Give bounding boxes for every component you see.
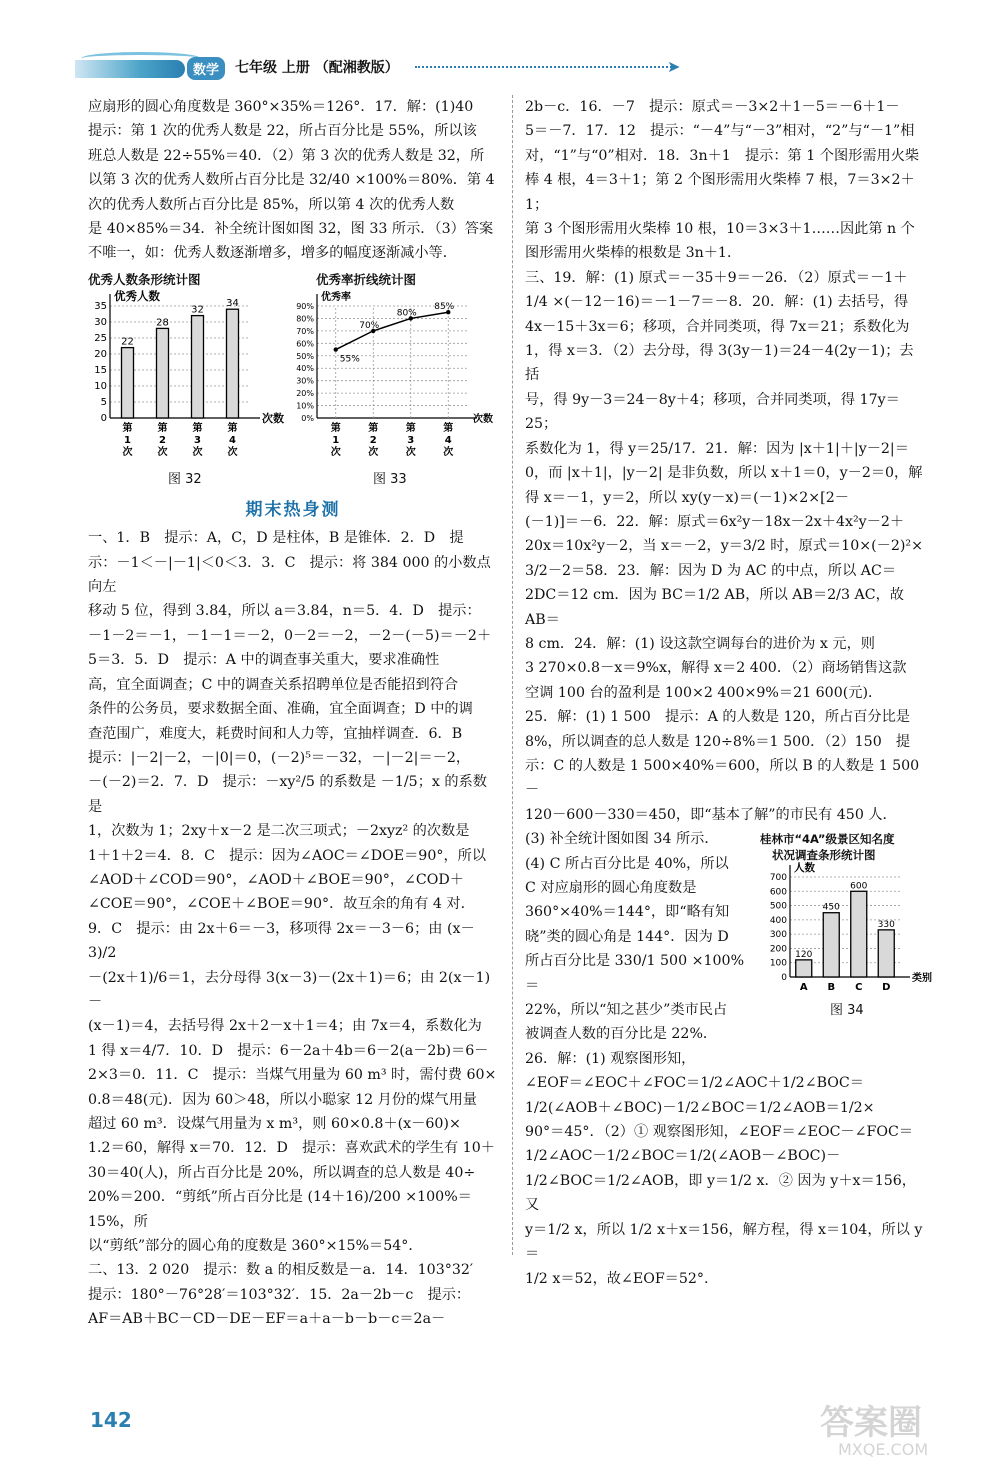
data-label: 70% <box>359 320 380 331</box>
text-line: 图形需用火柴棒的根数是 3n＋1． <box>525 245 742 262</box>
header-decor-wave <box>81 52 201 65</box>
data-label: 28 <box>156 317 169 329</box>
x-tick-label: 4 <box>229 434 236 446</box>
subject-badge: 数学 <box>187 57 225 80</box>
bar <box>851 891 867 977</box>
x-axis-label: 次数 <box>262 411 284 425</box>
text-line: 360°×40%＝144°，即“略有知 <box>525 904 730 921</box>
text-line: ∠EOF＝∠EOC＋∠FOC＝1/2∠AOC＋1/2∠BOC＝ <box>525 1075 864 1092</box>
text-line: 4x－15＋3x＝6；移项，合并同类项，得 7x＝21；系数化为 <box>525 318 910 335</box>
x-tick-label: C <box>855 982 863 994</box>
bar <box>796 960 812 977</box>
y-tick-label: 40% <box>296 364 314 374</box>
y-tick-label: 90% <box>296 301 314 311</box>
text-line: (4) C 所占百分比是 40%，所以 <box>525 855 729 872</box>
watermark-logo: 答案圈 <box>820 1403 922 1443</box>
y-tick-label: 300 <box>769 930 787 941</box>
left-column <box>88 95 498 1332</box>
data-label: 600 <box>850 881 868 892</box>
x-tick-label: 2 <box>369 434 377 446</box>
text-line: 第 3 个图形需用火柴棒 10 根，10＝3×3＋1……因此第 n 个 <box>525 221 915 238</box>
text-line: 提示：180°－76°28′＝103°32′．15．2a－2b－c 提示： <box>88 1286 471 1303</box>
x-tick-label: 2 <box>159 434 166 446</box>
text-line: 1＋1＋2＝4．8．C 提示：因为∠AOC＝∠DOE＝90°，所以 <box>88 847 487 864</box>
text-line: 1，得 x＝3．（2）去分母，得 3(3y－1)＝24－4(2y－1)；去括 <box>525 343 914 384</box>
text-line: 查范围广，难度大，耗费时间和人力等，宜抽样调查．6．B <box>88 725 463 742</box>
text-line: 应扇形的圆心角度数是 360°×35%＝126°．17．解：(1)40 <box>88 99 474 115</box>
y-tick-label: 15 <box>94 364 107 376</box>
text-line: 系数化为 1，得 y＝25/17．21．解：因为 |x＋1|＋|y－2|＝ <box>525 440 909 457</box>
y-tick-label: 20% <box>296 388 314 398</box>
text-line: 提示：第 1 次的优秀人数是 22，所占百分比是 55%，所以该 <box>88 123 477 140</box>
data-label: 22 <box>121 336 134 348</box>
y-tick-label: 70% <box>296 326 314 336</box>
bar <box>157 328 169 418</box>
x-tick-label: 次 <box>443 446 454 458</box>
column-divider <box>512 95 513 1255</box>
text-line: 20x＝10x²y－2，当 x＝－2，y＝3/2 时，原式＝10×(－2)²× <box>525 538 923 555</box>
text-line: －(2x＋1)/6＝1，去分母得 3(x－3)－(2x＋1)＝6；由 2(x－1)－ <box>88 969 491 1010</box>
text-line: 超过 60 m³．设煤气用量为 x m³，则 60×0.8＋(x－60)× <box>88 1116 461 1132</box>
text-line: 8 cm．24．解：(1) 设这款空调每台的进价为 x 元，则 <box>525 635 875 652</box>
text-line: －(－2)＝2．7．D 提示：－xy²/5 的系数是 －1/5；x 的系数是 <box>88 774 487 815</box>
bar <box>227 309 239 418</box>
text-line: 得 x＝－1，y＝2，所以 xy(y－x)＝(－1)×2×[2－ <box>525 489 849 506</box>
text-line: 一、1．B 提示：A，C，D 是柱体，B 是锥体．2．D 提 <box>88 530 464 547</box>
data-label: 34 <box>226 298 239 310</box>
arrow-right-icon: ➤ <box>667 57 681 76</box>
right-column <box>525 95 932 1291</box>
x-tick-label: 第 <box>122 422 133 434</box>
text-line: C 对应扇形的圆心角度数是 <box>525 880 697 896</box>
y-tick-label: 10% <box>296 401 314 411</box>
text-line: 1，次数为 1；2xy＋x－2 是二次三项式；－2xyz² 的次数是 <box>88 823 470 840</box>
y-tick-label: 30 <box>94 316 107 328</box>
answer-text-block <box>88 95 498 266</box>
x-tick-label: 第 <box>368 422 379 434</box>
y-tick-label: 50% <box>296 351 314 361</box>
fig34-title-line1: 桂林市“4A”级景区知名度 <box>760 832 895 847</box>
data-label: 55% <box>339 354 360 365</box>
text-line: 120－600－330＝450，即“基本了解”的市民有 450 人． <box>525 806 897 823</box>
x-tick-label: 次 <box>330 446 341 458</box>
x-tick-label: A <box>799 982 808 994</box>
fig32-title: 优秀人数条形统计图 <box>88 271 201 287</box>
text-line: 示：－1＜－|－1|＜0＜3．3．C 提示：将 384 000 的小数点向左 <box>88 554 491 596</box>
text-line: 0.8＝48(元)．因为 60＞48，所以小聪家 12 月份的煤气用量 <box>88 1091 477 1108</box>
y-tick-label: 600 <box>769 887 787 898</box>
answer-text-block <box>88 526 498 1331</box>
text-line: 1/4 ×(－12－16)＝－1－7＝－8．20．解：(1) 去括号，得 <box>525 294 909 311</box>
text-line: (－1)]＝－6．22．解：原式＝6x²y－18x－2x＋4x²y－2＋ <box>525 513 905 530</box>
text-line: －1－2＝－1，－1－1＝－2，0－2＝－2，－2－(－5)＝－2＋ <box>88 627 492 644</box>
answer-text-block <box>525 95 925 827</box>
text-line: 1.2＝60，解得 x＝70．12．D 提示：喜欢武术的学生有 10＋ <box>88 1140 495 1157</box>
text-line: y＝1/2 x，所以 1/2 x＋x＝156，解方程，得 x＝104，所以 y＝ <box>525 1221 923 1263</box>
fig32-bar-chart <box>88 288 288 473</box>
figures-32-33 <box>88 268 498 488</box>
y-axis-label: 优秀率 <box>321 291 351 303</box>
watermark-url: MXQE.COM <box>838 1440 929 1459</box>
text-line: 二、13．2 020 提示：数 a 的相反数是－a．14．103°32′ <box>88 1262 474 1279</box>
text-line: 对，“1”与“0”相对．18．3n＋1 提示：第 1 个图形需用火柴 <box>525 147 920 164</box>
text-line: 8%，所以调查的总人数是 120÷8%＝1 500．（2）150 提 <box>525 733 911 750</box>
data-label: 330 <box>877 920 895 931</box>
y-tick-label: 30% <box>296 376 314 386</box>
x-tick-label: 3 <box>194 434 201 446</box>
y-axis-label: 优秀人数 <box>114 288 160 303</box>
x-tick-label: 第 <box>405 422 416 434</box>
y-tick-label: 80% <box>296 314 314 324</box>
section-title: 期末热身测 <box>245 499 341 520</box>
text-line: 所占百分比是 330/1 500 ×100%＝ <box>525 953 745 994</box>
text-line: 不唯一，如：优秀人数逐渐增多，增多的幅度逐渐减小等． <box>88 245 457 262</box>
fig33-caption: 图 33 <box>373 471 407 487</box>
text-line: 2DC＝12 cm．因为 BC＝1/2 AB，所以 AB＝2/3 AC，故 AB＝ <box>525 587 904 628</box>
text-line: (x－1)＝4，去括号得 2x＋2－x＋1＝4；由 7x＝4，系数化为 <box>88 1018 482 1035</box>
x-tick-label: 次 <box>227 446 238 458</box>
y-tick-label: 500 <box>769 901 787 912</box>
text-line: 0，而 |x＋1|，|y－2| 是非负数，所以 x＋1＝0，y－2＝0，解 <box>525 465 923 482</box>
page-number: 142 <box>90 1408 132 1432</box>
text-line: 棒 4 根，4＝3＋1；第 2 个图形需用火柴棒 7 根，7＝3×2＋1； <box>525 172 915 213</box>
bar <box>192 315 204 417</box>
fig34-caption: 图 34 <box>830 1003 864 1019</box>
x-tick-label: D <box>882 982 891 994</box>
fig33-title: 优秀率折线统计图 <box>316 271 417 287</box>
y-tick-label: 400 <box>769 916 787 927</box>
x-tick-label: 第 <box>157 422 168 434</box>
y-tick-label: 35 <box>94 300 107 312</box>
data-label: 32 <box>191 304 204 316</box>
text-line: 2×3＝0．11．C 提示：当煤气用量为 60 m³ 时，需付费 60× <box>88 1067 497 1084</box>
series-line <box>336 312 449 349</box>
text-line: 被调查人数的百分比是 22%． <box>525 1026 718 1043</box>
text-line: 提示：|－2|－2，－|0|＝0，(－2)⁵＝－32，－|－2|＝－2， <box>88 749 471 766</box>
text-line: 以第 3 次的优秀人数所占百分比是 32/40 ×100%＝80%．第 4 <box>88 172 495 189</box>
x-tick-label: 次 <box>157 446 168 458</box>
text-line: 1/2∠AOC－1/2∠BOC＝1/2(∠AOB－∠BOC)－ <box>525 1148 841 1165</box>
x-tick-label: 第 <box>330 422 341 434</box>
bar <box>122 347 134 417</box>
text-line: 9．C 提示：由 2x＋6＝－3，移项得 2x＝－3－6；由 (x－3)/2 <box>88 920 475 962</box>
y-tick-label: 60% <box>296 339 314 349</box>
text-line: 3/2－2＝58．23．解：因为 D 为 AC 的中点，所以 AC＝ <box>525 562 897 579</box>
text-line: 22%，所以“知之甚少”类市民占 <box>525 1002 728 1019</box>
y-tick-label: 10 <box>94 380 107 392</box>
x-tick-label: 第 <box>227 422 238 434</box>
text-line: 20%＝200．“剪纸”所占百分比是 (14＋16)/200 ×100%＝15%，所 <box>88 1189 472 1230</box>
text-line: 晓”类的圆心角是 144°．因为 D <box>525 928 729 945</box>
float-section <box>525 827 932 1071</box>
fig32-caption: 图 32 <box>168 471 202 487</box>
x-tick-label: 次 <box>122 446 133 458</box>
book-info: 七年级 上册 （配湘教版） <box>235 60 399 76</box>
data-point <box>334 347 338 351</box>
fig33-line-chart <box>293 288 498 473</box>
x-tick-label: 次 <box>192 446 203 458</box>
answer-text-block <box>525 1071 925 1291</box>
y-tick-label: 0% <box>301 413 314 423</box>
text-line: 三、19．解：(1) 原式＝－35＋9＝－26．（2）原式＝－1＋ <box>525 269 908 286</box>
x-tick-label: 3 <box>407 434 415 446</box>
x-axis-label: 次数 <box>473 413 493 425</box>
data-label: 80% <box>396 308 417 319</box>
text-line: 2b－c．16．－7 提示：原式＝－3×2＋1－5＝－6＋1－ <box>525 99 900 115</box>
text-line: AF＝AB＋BC－CD－DE－EF＝a＋a－b－b－c＝2a－ <box>88 1311 446 1328</box>
fig34-container <box>760 827 932 1019</box>
text-line: 1 得 x＝4/7．10．D 提示：6－2a＋4b＝6－2(a－2b)＝6－ <box>88 1042 489 1059</box>
text-line: 5＝－7．17．12 提示：“－4”与“－3”相对，“2”与“－1”相 <box>525 123 915 140</box>
x-tick-label: 次 <box>368 446 379 458</box>
text-line: 班总人数是 22÷55%＝40．（2）第 3 次的优秀人数是 32，所 <box>88 147 485 164</box>
y-tick-label: 100 <box>769 958 787 969</box>
text-line: 空调 100 台的盈利是 100×2 400×9%＝21 600(元)． <box>525 684 883 701</box>
text-line: 25．解：(1) 1 500 提示：A 的人数是 120，所占百分比是 <box>525 709 910 726</box>
text-line: 示：C 的人数是 1 500×40%＝600，所以 B 的人数是 1 500－ <box>525 757 920 799</box>
y-axis-label: 人数 <box>794 862 815 875</box>
text-line: 26．解：(1) 观察图形知， <box>525 1050 696 1067</box>
x-tick-label: 4 <box>444 434 452 446</box>
x-tick-label: 次 <box>405 446 416 458</box>
text-line: 高，宜全面调查；C 中的调查关系招聘单位是否能招到符合 <box>88 676 459 693</box>
y-tick-label: 0 <box>781 973 787 984</box>
data-label: 120 <box>795 950 813 961</box>
fig34-bar-chart <box>760 859 932 999</box>
y-tick-label: 0 <box>100 412 107 424</box>
y-tick-label: 700 <box>769 873 787 884</box>
y-tick-label: 5 <box>100 396 107 408</box>
y-tick-label: 25 <box>94 332 107 344</box>
x-tick-label: 1 <box>332 434 340 446</box>
page-header <box>75 48 685 88</box>
y-tick-label: 20 <box>94 348 107 360</box>
fig34-title-line2: 状况调查条形统计图 <box>772 848 876 863</box>
text-line: 1/2∠BOC＝1/2∠AOB，即 y＝1/2 x．② 因为 y＋x＝156，又 <box>525 1172 916 1214</box>
text-line: 90°＝45°．（2）① 观察图形知，∠EOF＝∠EOC－∠FOC＝ <box>525 1124 914 1141</box>
text-line: 5＝3．5．D 提示：A 中的调查事关重大，要求准确性 <box>88 652 440 669</box>
text-line: 条件的公务员，要求数据全面、准确，宜全面调查；D 中的调 <box>88 701 473 718</box>
text-line: 次的优秀人数所占百分比是 85%，所以第 4 次的优秀人数 <box>88 196 455 213</box>
text-line: 是 40×85%＝34．补全统计图如图 32，图 33 所示．（3）答案 <box>88 221 494 238</box>
text-line: ∠AOD＋∠COD＝90°，∠AOD＋∠BOE＝90°，∠COD＋ <box>88 871 464 888</box>
bar <box>823 913 839 977</box>
bar <box>878 930 894 977</box>
text-line: 移动 5 位，得到 3.84，所以 a＝3.84，n＝5．4．D 提示： <box>88 603 481 620</box>
text-line: (3) 补全统计图如图 34 所示． <box>525 831 719 848</box>
header-dotted-line <box>415 66 675 68</box>
x-tick-label: 1 <box>124 434 131 446</box>
text-line: 3 270×0.8－x＝9%x，解得 x＝2 400．（2）商场销售这款 <box>525 660 907 677</box>
x-tick-label: 第 <box>192 422 203 434</box>
x-tick-label: 第 <box>443 422 454 434</box>
text-line: 30＝40(人)，所占百分比是 20%，所以调查的总人数是 40÷ <box>88 1164 476 1181</box>
text-line: 1/2 x＝52，故∠EOF＝52°. <box>525 1270 709 1287</box>
x-axis-label: 类别 <box>912 973 932 985</box>
text-line: ∠COE＝90°，∠COE＋∠BOE＝90°．故互余的角有 4 对． <box>88 896 475 913</box>
text-line: 号，得 9y－3＝24－8y＋4；移项，合并同类项，得 17y＝25； <box>525 391 900 433</box>
y-tick-label: 200 <box>769 944 787 955</box>
data-label: 85% <box>434 302 455 313</box>
text-line: 1/2(∠AOB＋∠BOC)－1/2∠BOC＝1/2∠AOB＝1/2× <box>525 1099 875 1116</box>
data-label: 450 <box>822 902 840 913</box>
x-tick-label: B <box>827 982 836 994</box>
text-line: 以“剪纸”部分的圆心角的度数是 360°×15%＝54°． <box>88 1238 423 1255</box>
